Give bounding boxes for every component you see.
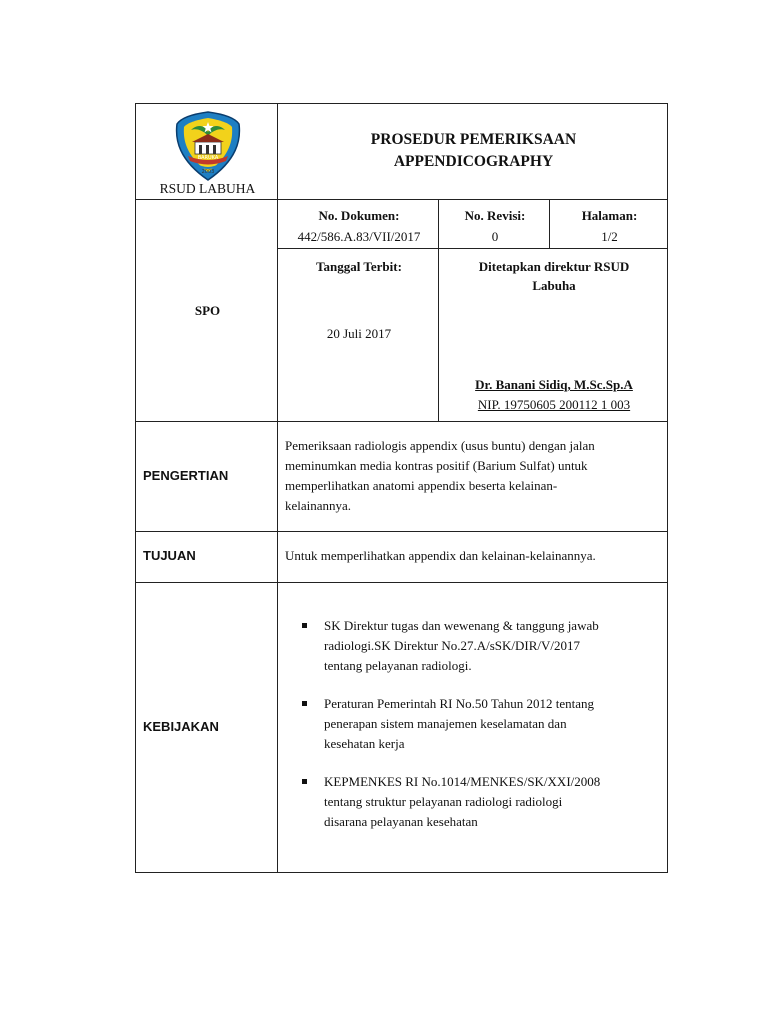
- ditetapkan-line2: Labuha: [532, 278, 576, 293]
- kebijakan-item-1-line-2: radiologi.SK Direktur No.27.A/sSK/DIR/V/2017: [324, 638, 581, 653]
- ditetapkan-line1: Ditetapkan direktur RSUD: [478, 259, 630, 274]
- spo-document: [135, 103, 668, 873]
- title-cell: [277, 103, 668, 200]
- bullet-square-icon: [302, 701, 307, 706]
- no-dokumen-cell: [277, 199, 439, 249]
- logo-banner-text: BARUKA: [197, 155, 219, 161]
- tanggal-terbit-cell: [277, 248, 439, 422]
- kebijakan-item: [300, 694, 660, 754]
- tujuan-label-cell: [135, 531, 278, 583]
- bullet-square-icon: [302, 623, 307, 628]
- pengertian-line-4: kelainannya.: [285, 498, 352, 513]
- pengertian-line-3: memperlihatkan anatomi appendix beserta kelainan-: [285, 478, 558, 493]
- pengertian-label: PENGERTIAN: [143, 468, 229, 483]
- no-revisi-value: 0: [491, 229, 499, 244]
- ditetapkan-cell: [438, 248, 668, 422]
- no-dokumen-label: No. Dokumen:: [318, 208, 400, 223]
- kebijakan-content-cell: [277, 582, 668, 873]
- pengertian-line-1: Pemeriksaan radiologis appendix (usus buntu) dengan jalan: [285, 438, 595, 453]
- kebijakan-item: [300, 616, 660, 676]
- no-revisi-cell: [438, 199, 550, 249]
- kebijakan-item-1-line-1: SK Direktur tugas dan wewenang & tanggung jawab: [324, 618, 599, 633]
- pengertian-content-cell: [277, 421, 668, 532]
- title-line1: PROSEDUR PEMERIKSAAN: [370, 131, 577, 148]
- signer-name: Dr. Banani Sidiq, M.Sc.Sp.A: [475, 377, 633, 392]
- halaman-value: 1/2: [601, 229, 618, 244]
- pengertian-line-2: meminumkan media kontras positif (Barium Sulfat) untuk: [285, 458, 588, 473]
- no-revisi-label: No. Revisi:: [464, 208, 526, 223]
- bullet-square-icon: [302, 779, 307, 784]
- no-dokumen-value: 442/586.A.83/VII/2017: [297, 229, 421, 244]
- kebijakan-item-1-line-3: tentang pelayanan radiologi.: [324, 658, 472, 673]
- kebijakan-item-3-line-3: disarana pelayanan kesehatan: [324, 814, 478, 829]
- kebijakan-list: [300, 616, 660, 850]
- kebijakan-label-cell: [135, 582, 278, 873]
- org-name: RSUD LABUHA: [159, 181, 256, 196]
- pengertian-label-cell: [135, 421, 278, 532]
- spo-label-cell: [135, 199, 278, 422]
- kebijakan-item-3-line-2: tentang struktur pelayanan radiologi radiologi: [324, 794, 563, 809]
- tujuan-label: TUJUAN: [143, 548, 196, 563]
- tujuan-text: Untuk memperlihatkan appendix dan kelainan-kelainannya.: [285, 548, 596, 563]
- tanggal-terbit-value: 20 Juli 2017: [326, 326, 392, 341]
- logo-cell: [135, 103, 278, 200]
- kebijakan-item-3-line-1: KEPMENKES RI No.1014/MENKES/SK/XXI/2008: [324, 774, 601, 789]
- tanggal-terbit-label: Tanggal Terbit:: [316, 259, 402, 274]
- signer-nip: NIP. 19750605 200112 1 003: [477, 397, 631, 412]
- halaman-cell: [549, 199, 668, 249]
- halaman-label: Halaman:: [581, 208, 638, 223]
- kebijakan-item-2-line-1: Peraturan Pemerintah RI No.50 Tahun 2012 tentang: [324, 696, 594, 711]
- spo-label: SPO: [194, 303, 221, 318]
- kebijakan-item-2-line-2: penerapan sistem manajemen keselamatan dan: [324, 716, 567, 731]
- logo-year: 2003: [201, 169, 215, 175]
- tujuan-content-cell: [277, 531, 668, 583]
- title-line2: APPENDICOGRAPHY: [393, 153, 554, 170]
- kebijakan-label: KEBIJAKAN: [143, 719, 219, 734]
- kebijakan-item: [300, 772, 660, 832]
- kebijakan-item-2-line-3: kesehatan kerja: [324, 736, 405, 751]
